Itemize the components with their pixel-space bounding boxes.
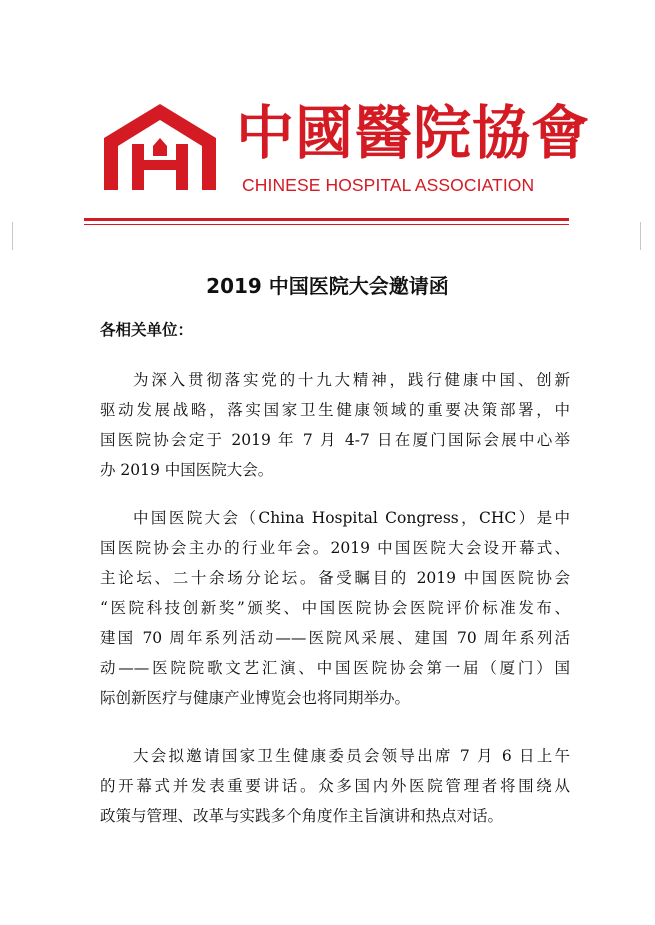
document-title: 2019 中国医院大会邀请函 <box>206 274 449 298</box>
paragraph-line: 际创新医疗与健康产业博览会也将同期举办。 <box>100 689 411 707</box>
paragraph-line: 为深入贯彻落实党的十九大精神，践行健康中国、创新 <box>133 371 570 389</box>
paragraph-2 <box>100 503 570 713</box>
paragraph-line: 中国医院大会（China Hospital Congress，CHC）是中 <box>133 509 570 527</box>
org-name-chinese: 中國醫院協會 <box>236 99 591 167</box>
paragraph-line: 动——医院院歌文艺汇演、中国医院协会第一届（厦门）国 <box>100 659 570 677</box>
paragraph-line: 国医院协会主办的行业年会。2019 中国医院大会设开幕式、 <box>100 539 570 557</box>
page-corner-mark-left <box>12 222 13 250</box>
paragraph-line: 政策与管理、改革与实践多个角度作主旨演讲和热点对话。 <box>100 807 504 825</box>
paragraph-line: 的开幕式并发表重要讲话。众多国内外医院管理者将围绕从 <box>100 777 570 795</box>
page-corner-mark-right <box>640 222 641 250</box>
paragraph-line: 办 2019 中国医院大会。 <box>100 461 274 479</box>
header-rule-thick <box>84 218 569 221</box>
association-emblem-icon <box>98 100 222 192</box>
paragraph-line: 国医院协会定于 2019 年 7 月 4-7 日在厦门国际会展中心举 <box>100 431 570 449</box>
paragraph-1 <box>100 365 570 485</box>
org-name-english: CHINESE HOSPITAL ASSOCIATION <box>242 175 535 195</box>
paragraph-line: 大会拟邀请国家卫生健康委员会领导出席 7 月 6 日上午 <box>133 747 570 765</box>
paragraph-line: “医院科技创新奖”颁奖、中国医院协会医院评价标准发布、 <box>100 599 570 617</box>
paragraph-line: 建国 70 周年系列活动——医院风采展、建国 70 周年系列活 <box>100 629 570 647</box>
paragraph-line: 驱动发展战略，落实国家卫生健康领域的重要决策部署，中 <box>100 401 570 419</box>
header-rule-thin <box>84 224 569 225</box>
paragraph-3 <box>100 741 570 831</box>
salutation: 各相关单位： <box>100 321 194 339</box>
paragraph-line: 主论坛、二十余场分论坛。备受瞩目的 2019 中国医院协会 <box>100 569 570 587</box>
